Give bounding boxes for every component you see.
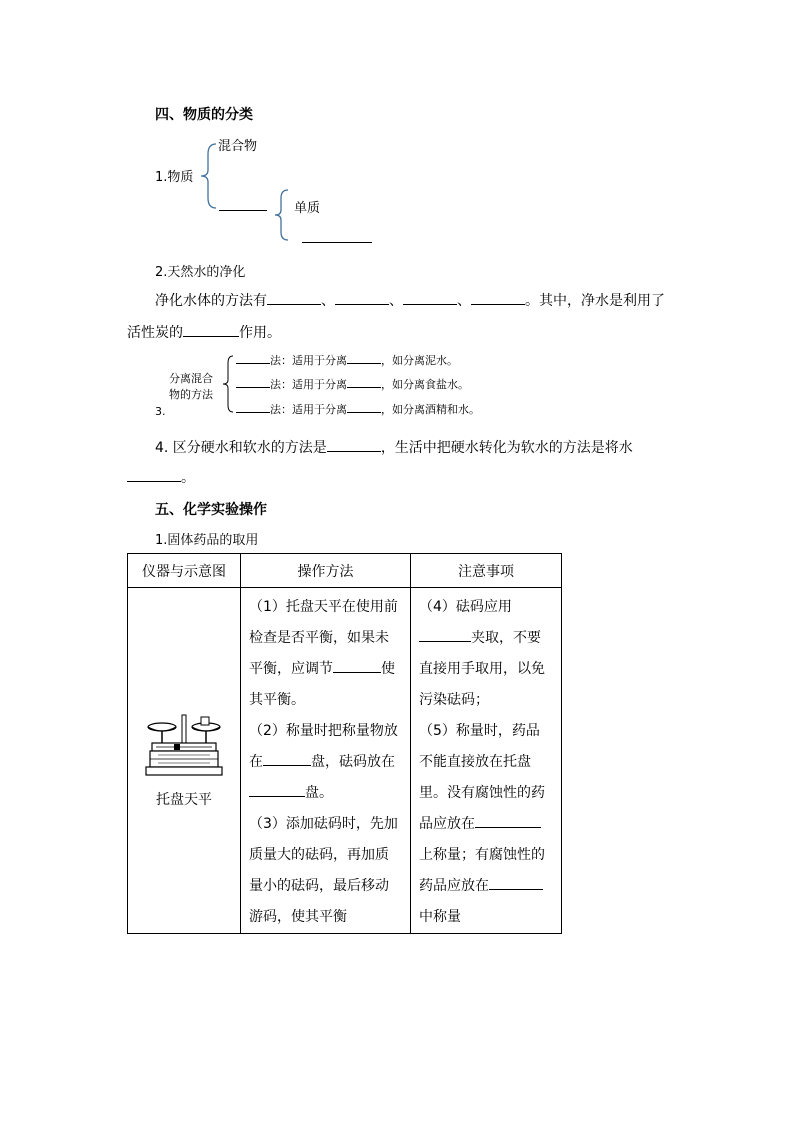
separation-row-3 [236,401,480,417]
table-header-row [128,554,562,588]
header-notes: 注意事项 [411,554,562,588]
text: 作用。 [239,325,281,341]
pure-substance-blank [219,210,267,211]
matter-label: 1.物质 [155,170,194,185]
blank [236,376,270,388]
blank [183,323,239,337]
text: 。 [181,470,195,486]
notes-cell [411,588,562,934]
solid-reagent-table [127,553,562,934]
text: ，如分离泥水。 [381,354,458,367]
text: 使其平衡。 [249,661,395,708]
notes-text [411,588,561,933]
blank [335,291,389,305]
header-instrument: 仪器与示意图 [128,554,241,588]
blank [489,876,543,890]
text: 法：适用于分离 [270,403,347,416]
text: 中称量 [419,909,461,925]
blank [347,401,381,413]
method-text [241,588,410,933]
item-2-title: 2.天然水的净化 [155,265,246,280]
text: 、 [457,293,471,309]
text: （4）砝码应用 [419,599,512,615]
text: 夹取，不要直接用手取用，以免污染砝码； [419,630,545,708]
section-4-title: 四、物质的分类 [155,107,253,123]
balance-illustration-icon [144,713,224,779]
item-5-1-title: 1.固体药品的取用 [155,533,259,548]
text: （3）添加砝码时，先加质量大的砝码，再加质量小的砝码，最后移动游码，使其平衡 [249,816,398,925]
text: ，生活中把硬水转化为软水的方法是将水 [380,440,633,456]
text: 4. 区分硬水和软水的方法是 [155,440,327,456]
blank [333,659,381,673]
text: 盘，砝码放在 [311,754,395,770]
table-row [128,588,562,934]
pure-brace [272,188,290,242]
blank [347,352,381,364]
instrument-cell [128,588,241,934]
text: 。其中，净水是利用了 [525,293,665,309]
text: ，如分离食盐水。 [381,378,469,391]
blank [249,783,305,797]
blank [267,291,321,305]
purification-line-1 [155,290,665,310]
element-label: 单质 [294,201,321,216]
matter-brace [198,142,218,210]
text: 法：适用于分离 [270,354,347,367]
blank [263,752,311,766]
instrument-name: 托盘天平 [156,791,212,808]
blank [475,814,541,828]
section-5-title: 五、化学实验操作 [155,502,267,518]
hard-water-line-2 [127,467,195,487]
text: 、 [321,293,335,309]
blank [127,468,181,482]
text: （2）称量时把称量物放在 [249,723,398,770]
text: 上称量；有腐蚀性的药品应放在 [419,847,545,894]
purification-line-2 [127,322,281,342]
text: （1）托盘天平在使用前检查是否平衡，如果未平衡，应调节 [249,599,398,677]
text: 、 [389,293,403,309]
text: 盘。 [305,785,333,801]
method-cell [241,588,411,934]
blank [347,376,381,388]
separation-label-1: 分离混合 [169,372,213,385]
blank [471,291,525,305]
blank [236,352,270,364]
item-3-number: 3. [155,405,166,418]
mixture-label: 混合物 [218,139,258,154]
separation-label-2: 物的方法 [169,388,213,401]
blank [419,628,471,642]
text: 法：适用于分离 [270,378,347,391]
text: ，如分离酒精和水。 [381,403,480,416]
header-method: 操作方法 [241,554,411,588]
separation-row-1 [236,352,458,368]
blank [327,438,381,452]
text: 净化水体的方法有 [155,293,267,309]
blank [403,291,457,305]
text: 活性炭的 [127,325,183,341]
compound-blank [302,242,372,243]
separation-brace [221,354,235,414]
blank [236,401,270,413]
text: （5）称量时，药品不能直接放在托盘里。没有腐蚀性的药品应放在 [419,723,545,832]
separation-row-2 [236,376,469,392]
hard-water-line-1 [155,437,633,457]
